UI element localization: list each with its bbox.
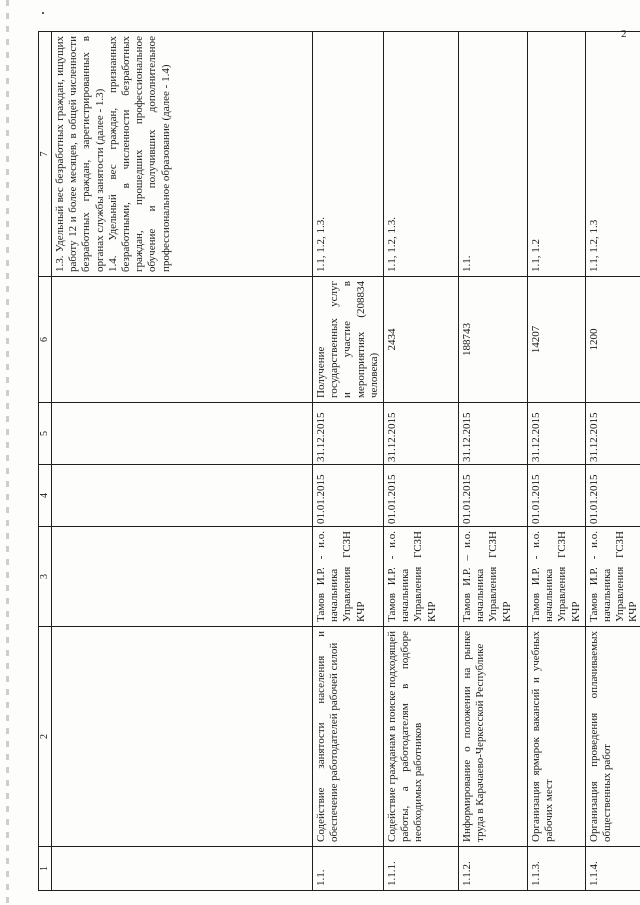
- row-number: 1.1.4.: [585, 847, 640, 891]
- binding-hole-strip: [6, 0, 9, 905]
- empty-cell: [52, 527, 313, 627]
- start-date: 01.01.2015: [585, 465, 640, 527]
- indicator-links: 1.1, 1.2, 1.3.: [384, 32, 459, 277]
- empty-cell: [52, 627, 313, 847]
- indicator-links: 1.1, 1.2, 1.3: [585, 32, 640, 277]
- activity-name: Содействие занятости населения и обеспечение работодателей рабочей силой: [313, 627, 384, 847]
- empty-cell: [52, 277, 313, 403]
- indicator-links: 1.1, 1.2: [528, 32, 586, 277]
- responsible-person: Тамов И.Р. - и.о. начальника Управления ГСЗН КЧР: [313, 527, 384, 627]
- activity-name: Информирование о положении на рынке труда в Карачаево-Черкесской Республике: [459, 627, 528, 847]
- indicator-text: 1.4. Удельный вес граждан, признанных безработными, в численности безработных граждан, прошедших профессиональное обучение и получивших дополнительное профессиональное образование (далее - 1.4): [106, 36, 172, 272]
- column-number: 2: [39, 627, 52, 847]
- activity-name: Организация проведения оплачиваемых общественных работ: [585, 627, 640, 847]
- continued-indicators-cell: [52, 32, 313, 277]
- row-number: 1.1.: [313, 847, 384, 891]
- indicator-text: 1.3. Удельный вес безработных граждан, ищущих работу 12 и более месяцев, в общей численности безработных граждан, зарегистрированных в органах службы занятости (далее - 1.3): [54, 36, 106, 272]
- expected-result: 2434: [384, 277, 459, 403]
- table-row: [384, 32, 459, 891]
- table-row: [459, 32, 528, 891]
- rotated-table-sheet: [38, 32, 640, 891]
- continued-row: [52, 32, 313, 891]
- responsible-person: Тамов И.Р. - и.о. начальника Управления ГСЗН КЧР: [585, 527, 640, 627]
- column-number: 4: [39, 465, 52, 527]
- empty-cell: [52, 465, 313, 527]
- activity-name: Содействие гражданам в поиске подходящей работы, а работодателям в подборе необходимых работников: [384, 627, 459, 847]
- table-row: [585, 32, 640, 891]
- expected-result: 14207: [528, 277, 586, 403]
- end-date: 31.12.2015: [459, 403, 528, 465]
- responsible-person: Тамов И.Р. – и.о. начальника Управления ГСЗН КЧР: [459, 527, 528, 627]
- end-date: 31.12.2015: [585, 403, 640, 465]
- program-activities-table: [38, 31, 640, 891]
- expected-result: 188743: [459, 277, 528, 403]
- column-number: 5: [39, 403, 52, 465]
- column-number: 6: [39, 277, 52, 403]
- end-date: 31.12.2015: [384, 403, 459, 465]
- activity-name: Организация ярмарок вакансий и учебных рабочих мест: [528, 627, 586, 847]
- end-date: 31.12.2015: [313, 403, 384, 465]
- start-date: 01.01.2015: [459, 465, 528, 527]
- row-number: 1.1.3.: [528, 847, 586, 891]
- empty-cell: [52, 847, 313, 891]
- start-date: 01.01.2015: [313, 465, 384, 527]
- column-number: 7: [39, 32, 52, 277]
- responsible-person: Тамов И.Р. - и.о. начальника Управления ГСЗН КЧР: [528, 527, 586, 627]
- indicator-links: 1.1.: [459, 32, 528, 277]
- empty-cell: [52, 403, 313, 465]
- row-number: 1.1.1.: [384, 847, 459, 891]
- end-date: 31.12.2015: [528, 403, 586, 465]
- row-number: 1.1.2.: [459, 847, 528, 891]
- expected-result: Получение государственных услуг и участие в мероприятиях (208834 человека): [313, 277, 384, 403]
- expected-result: 1200: [585, 277, 640, 403]
- start-date: 01.01.2015: [528, 465, 586, 527]
- scan-speck: [42, 12, 44, 14]
- responsible-person: Тамов И.Р. - и.о. начальника Управления ГСЗН КЧР: [384, 527, 459, 627]
- column-number: 3: [39, 527, 52, 627]
- table-row: [528, 32, 586, 891]
- start-date: 01.01.2015: [384, 465, 459, 527]
- indicator-links: 1.1, 1.2, 1.3.: [313, 32, 384, 277]
- column-number: 1: [39, 847, 52, 891]
- column-number-row: [39, 32, 52, 891]
- table-row: [313, 32, 384, 891]
- page-number: 2: [621, 28, 627, 40]
